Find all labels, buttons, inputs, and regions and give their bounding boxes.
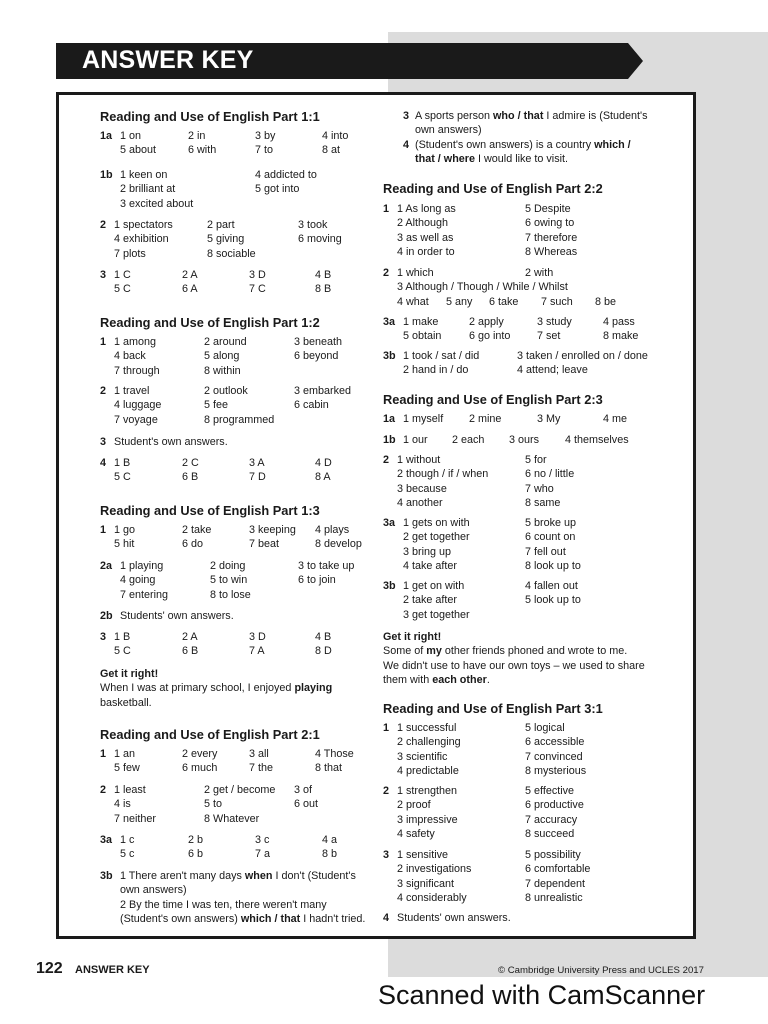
answer-cell: 1 myself [403,413,444,425]
answer-cell: 1 c [120,834,135,846]
get-it-right-line-3: them with each other. [383,673,490,686]
exercise-number: 1 [383,722,390,734]
answer-cell: 1 keen on [120,169,168,181]
answer-cell: 5 look up to [525,594,581,607]
answer-cell: 8 develop [315,538,362,551]
answer-cell: 3 took [298,219,328,231]
answer-cell: 3 scientific [397,750,448,763]
answer-cell: 7 such [541,295,573,308]
get-it-right-box [383,630,683,687]
answer-cell: 1 among [114,336,157,348]
answer-cell: 7 a [255,848,271,861]
answer-cell: 5 few [114,762,140,775]
answer-cell: 6 with [188,144,217,157]
exercise-3b [100,869,366,926]
exercise-number: 3 [383,849,390,861]
answer-cell: 1 least [114,784,146,796]
answer-cell: 5 possibility [525,849,581,861]
answer-cell: 1 get on with [403,580,465,592]
answer-cell: 2 take after [403,594,458,607]
answer-cell: 6 B [182,471,199,484]
answer-cell: 1 As long as [397,203,456,215]
answer-cell: 4 exhibition [114,233,169,246]
answer-cell: 2 doing [210,560,246,572]
answer-cell: 1 successful [397,722,457,734]
answer-cell: 1 spectators [114,219,173,231]
answer-cell: 8 Whereas [525,245,578,258]
answer-cell: 6 accessible [525,736,585,749]
exercise-number: 3 [100,436,107,448]
answer-cell: 1 our [403,434,428,446]
answer-cell: 6 no / little [525,468,575,481]
answer-cell: 1 playing [120,560,164,572]
answer-cell: 7 D [249,471,266,484]
answer-cell: 4 another [397,496,443,509]
answer-cell: 4 take after [403,559,458,572]
answer-cell: 2 with [525,267,554,279]
exercise-number: 1 [383,203,390,215]
answer-cell: 8 that [315,762,343,775]
answer-cell: 3 impressive [397,813,458,826]
answer-cell: 6 comfortable [525,863,591,876]
answer-cell: 6 moving [298,233,342,246]
answer-cell: 5 logical [525,722,565,734]
answer-cell: 6 productive [525,799,584,812]
exercise-number: 4 [383,912,390,924]
answer-cell: 6 B [182,645,199,658]
answer-cell: 2 get / become [204,784,276,796]
answer-cell: 8 programmed [204,413,275,426]
answer-cell: 8 A [315,471,331,484]
answer-cell: 4 fallen out [525,580,578,592]
exercise-number: 1 [100,524,107,536]
answer-cell: 4 attend; leave [517,364,588,377]
answer-cell: 1 sensitive [397,849,449,861]
exercise-number: 2 [100,784,107,796]
answer-cell: 6 to join [298,574,336,587]
answer-cell: 7 convinced [525,750,583,763]
answer-cell: 4 safety [397,827,435,840]
answer-cell: 8 unrealistic [525,891,583,904]
answer-cell: 7 therefore [525,231,578,244]
answer-cell: 5 to win [210,574,248,587]
exercise-number: 3b [383,580,396,592]
exercise-number: 2 [383,785,390,797]
exercise-3b-continued [383,109,653,166]
answer-cell: 5 along [204,350,240,363]
answer-cell: 7 fell out [525,545,566,558]
answer-cell: 2 outlook [204,385,248,397]
answer-cell: 4 addicted to [255,169,317,181]
answer-cell: 6 beyond [294,350,339,363]
exercise-number: 2 [383,454,390,466]
answer-cell: 5 Despite [525,203,571,215]
answer-cell: 7 plots [114,247,146,260]
answer-cell: 1 gets on with [403,517,470,529]
answer-item-1: 1 There aren't many days when I don't (Student's own answers) [120,870,356,897]
answer-cell: 2 proof [397,799,431,812]
scanner-watermark: Scanned with CamScanner [378,980,706,1010]
answer-cell: 1 go [114,524,136,536]
answer-cell: 4 luggage [114,399,162,412]
answer-cell: 3 embarked [294,385,352,397]
answer-cell: 7 beat [249,538,280,551]
section-heading-part-1-1: Reading and Use of English Part 1:1 [100,109,320,124]
answer-cell: 2 every [182,748,218,760]
exercise-number: 3 [100,631,107,643]
answer-cell: 2 brilliant at [120,183,176,196]
answer-cell: 4 going [120,574,156,587]
exercise-number: 3b [100,870,113,882]
answer-cell: 1 an [114,748,136,760]
answer-item-3: 3 A sports person who / that I admire is (Student's own answers) [403,110,648,137]
answer-key-banner [56,43,643,79]
answer-cell: 2 investigations [397,863,472,876]
answer-cell: 7 entering [120,588,169,601]
exercise-number: 2a [100,560,113,572]
answer-cell: 2 hand in / do [403,364,469,377]
section-heading-part-3-1: Reading and Use of English Part 3:1 [383,701,603,716]
answer-cell: 1 B [114,631,131,643]
answer-cell: 4 B [315,269,332,281]
answer-cell: 2 around [204,336,247,348]
answer-cell: 5 for [525,454,547,466]
exercise-number: 2 [100,385,107,397]
answer-cell: 4 D [315,457,332,469]
section-heading-part-2-2: Reading and Use of English Part 2:2 [383,181,603,196]
answer-cell: 4 Those [315,748,354,760]
answer-cell: 8 within [204,364,241,377]
answer-cell: 1 strengthen [397,785,458,797]
answer-cell: 8 Whatever [204,812,260,825]
answer-cell: 4 themselves [565,434,629,446]
answer-cell: 1 on [120,130,142,142]
answer-cell: 2 mine [469,413,502,425]
answer-cell: 1 travel [114,385,150,397]
answer-cell: 5 C [114,645,131,658]
answer-cell: 7 accuracy [525,813,578,826]
answer-cell: 3 A [249,457,265,469]
answer-cell: 3 excited about [120,197,194,210]
answer-cell: 8 same [525,496,561,509]
answer-cell: 4 what [397,295,429,308]
section-heading-part-2-3: Reading and Use of English Part 2:3 [383,392,603,407]
get-it-right-title: Get it right! [383,631,442,643]
answer-cell: 2 apply [469,316,504,328]
exercise-number: 3a [100,834,113,846]
answer-cell: 3 D [249,269,266,281]
answer-cell: 3 because [397,482,447,495]
answer-cell: 8 B [315,283,332,296]
answer-cell: 6 go into [469,330,511,343]
answer-item-2: 2 By the time I was ten, there weren't many (Student's own answers) which / that I hadn't tried. [120,898,366,925]
answer-cell: 4 considerably [397,891,467,904]
answer-cell: 5 any [446,295,473,308]
answer-cell: 4 me [603,413,628,425]
answer-cell: 3 Although / Though / While / Whilst [397,281,568,294]
answer-cell: 4 is [114,798,131,811]
answer-cell: 3 taken / enrolled on / done [517,350,648,362]
exercise-number: 1a [383,413,396,425]
answer-cell: 5 c [120,848,135,861]
get-it-right-title: Get it right! [100,668,159,680]
answer-cell: 3 significant [397,877,455,890]
footer-label: ANSWER KEY [75,964,150,976]
answer-cell: 6 take [489,295,519,308]
answer-cell: 4 plays [315,524,350,536]
answer-cell: 3 of [294,784,313,796]
answer-cell: 2 C [182,457,199,469]
answer-cell: 3 as well as [397,231,454,244]
answer-cell: 4 pass [603,316,635,328]
answer-cell: 3 bring up [403,545,452,558]
answer-cell: 6 out [294,798,319,811]
answer-cell: 4 predictable [397,764,459,777]
answer-cell: 5 about [120,144,157,157]
answer-text: Student's own answers. [114,436,228,448]
answer-cell: 6 do [182,538,204,551]
answer-text: Students' own answers. [120,610,234,622]
answer-cell: 3 get together [403,608,470,621]
answer-cell: 8 be [595,295,617,308]
section-heading-part-1-3: Reading and Use of English Part 1:3 [100,503,320,518]
answer-cell: 5 broke up [525,517,577,529]
answer-cell: 3 c [255,834,270,846]
answer-cell: 3 to take up [298,560,355,572]
get-it-right-box [100,667,370,710]
answer-cell: 4 a [322,834,338,846]
exercise-number: 3a [383,517,396,529]
answer-cell: 1 which [397,267,434,279]
answer-cell: 7 who [525,482,554,495]
exercise-number: 1 [100,336,107,348]
answer-cell: 3 all [249,748,269,760]
exercise-number: 4 [100,457,107,469]
answer-cell: 7 set [537,330,561,343]
answer-cell: 5 C [114,471,131,484]
answer-cell: 3 My [537,413,561,425]
answer-cell: 3 ours [509,434,540,446]
answer-cell: 8 make [603,330,639,343]
answer-cell: 5 hit [114,538,135,551]
answer-cell: 4 into [322,130,349,142]
answer-cell: 2 each [452,434,485,446]
exercise-number: 3b [383,350,396,362]
answer-cell: 3 by [255,130,276,142]
answer-cell: 8 D [315,645,332,658]
exercise-number: 3a [383,316,396,328]
answer-cell: 4 back [114,350,146,363]
get-it-right-line-1: Some of my other friends phoned and wrote to me. [383,645,628,658]
answer-cell: 1 took / sat / did [403,350,480,362]
exercise-number: 3 [100,269,107,281]
answer-cell: 1 B [114,457,131,469]
answer-content-box [56,92,696,939]
answer-cell: 3 keeping [249,524,296,536]
answer-cell: 6 cabin [294,399,329,412]
answer-cell: 2 take [182,524,212,536]
answer-cell: 5 obtain [403,330,442,343]
answer-cell: 2 A [182,631,198,643]
exercise-number: 2 [383,267,390,279]
answer-cell: 1 without [397,454,441,466]
answer-item-4: 4 (Student's own answers) is a country which / that / where I would like to visit. [403,138,631,165]
answer-text: Students' own answers. [397,912,511,924]
answer-cell: 8 succeed [525,827,575,840]
answer-cell: 7 to [255,144,274,157]
answer-cell: 8 look up to [525,559,581,572]
answer-cell: 6 count on [525,531,576,544]
answer-cell: 2 in [188,130,206,142]
answer-cell: 7 A [249,645,265,658]
answer-cell: 6 A [182,283,198,296]
exercise-number: 1b [100,169,113,181]
answer-cell: 1 C [114,269,131,281]
answer-cell: 7 the [249,762,274,775]
section-heading-part-2-1: Reading and Use of English Part 2:1 [100,727,320,742]
answer-cell: 5 giving [207,233,245,246]
copyright-notice: © Cambridge University Press and UCLES 2017 [498,965,704,976]
answer-cell: 3 D [249,631,266,643]
get-it-right-line-2: We didn't use to have our own toys – we used to share [383,659,645,672]
answer-cell: 7 dependent [525,877,586,890]
answer-cell: 8 to lose [210,588,251,601]
answer-cell: 2 get together [403,531,470,544]
answer-cell: 3 study [537,316,572,328]
answer-cell: 5 to [204,798,223,811]
answer-cell: 2 b [188,834,204,846]
answer-cell: 2 part [207,219,235,231]
answer-cell: 4 in order to [397,245,455,258]
answer-cell: 5 effective [525,785,575,797]
exercise-number: 1a [100,130,113,142]
page-number: 122 [36,960,63,977]
answer-cell: 8 at [322,144,341,157]
answer-cell: 7 C [249,283,266,296]
answer-cell: 2 Although [397,217,449,230]
section-heading-part-1-2: Reading and Use of English Part 1:2 [100,315,320,330]
banner-title: ANSWER KEY [82,46,254,74]
answer-cell: 2 A [182,269,198,281]
answer-cell: 7 voyage [114,413,158,426]
get-it-right-text: When I was at primary school, I enjoyed playing basketball. [100,682,333,709]
exercise-number: 1b [383,434,396,446]
answer-cell: 2 though / if / when [397,468,489,481]
answer-cell: 7 neither [114,812,157,825]
answer-cell: 7 through [114,364,160,377]
answer-cell: 5 got into [255,183,300,196]
answer-cell: 8 b [322,848,338,861]
answer-cell: 4 B [315,631,332,643]
answer-cell: 8 mysterious [525,764,587,777]
exercise-number: 2b [100,610,113,622]
answer-cell: 5 fee [204,399,229,412]
exercise-number: 2 [100,219,107,231]
answer-cell: 6 b [188,848,204,861]
answer-cell: 6 much [182,762,218,775]
answer-cell: 2 challenging [397,736,461,749]
exercise-number: 1 [100,748,107,760]
answer-cell: 6 owing to [525,217,575,230]
answer-cell: 3 beneath [294,336,343,348]
answer-cell: 1 make [403,316,439,328]
answer-cell: 8 sociable [207,247,256,260]
answer-cell: 5 C [114,283,131,296]
